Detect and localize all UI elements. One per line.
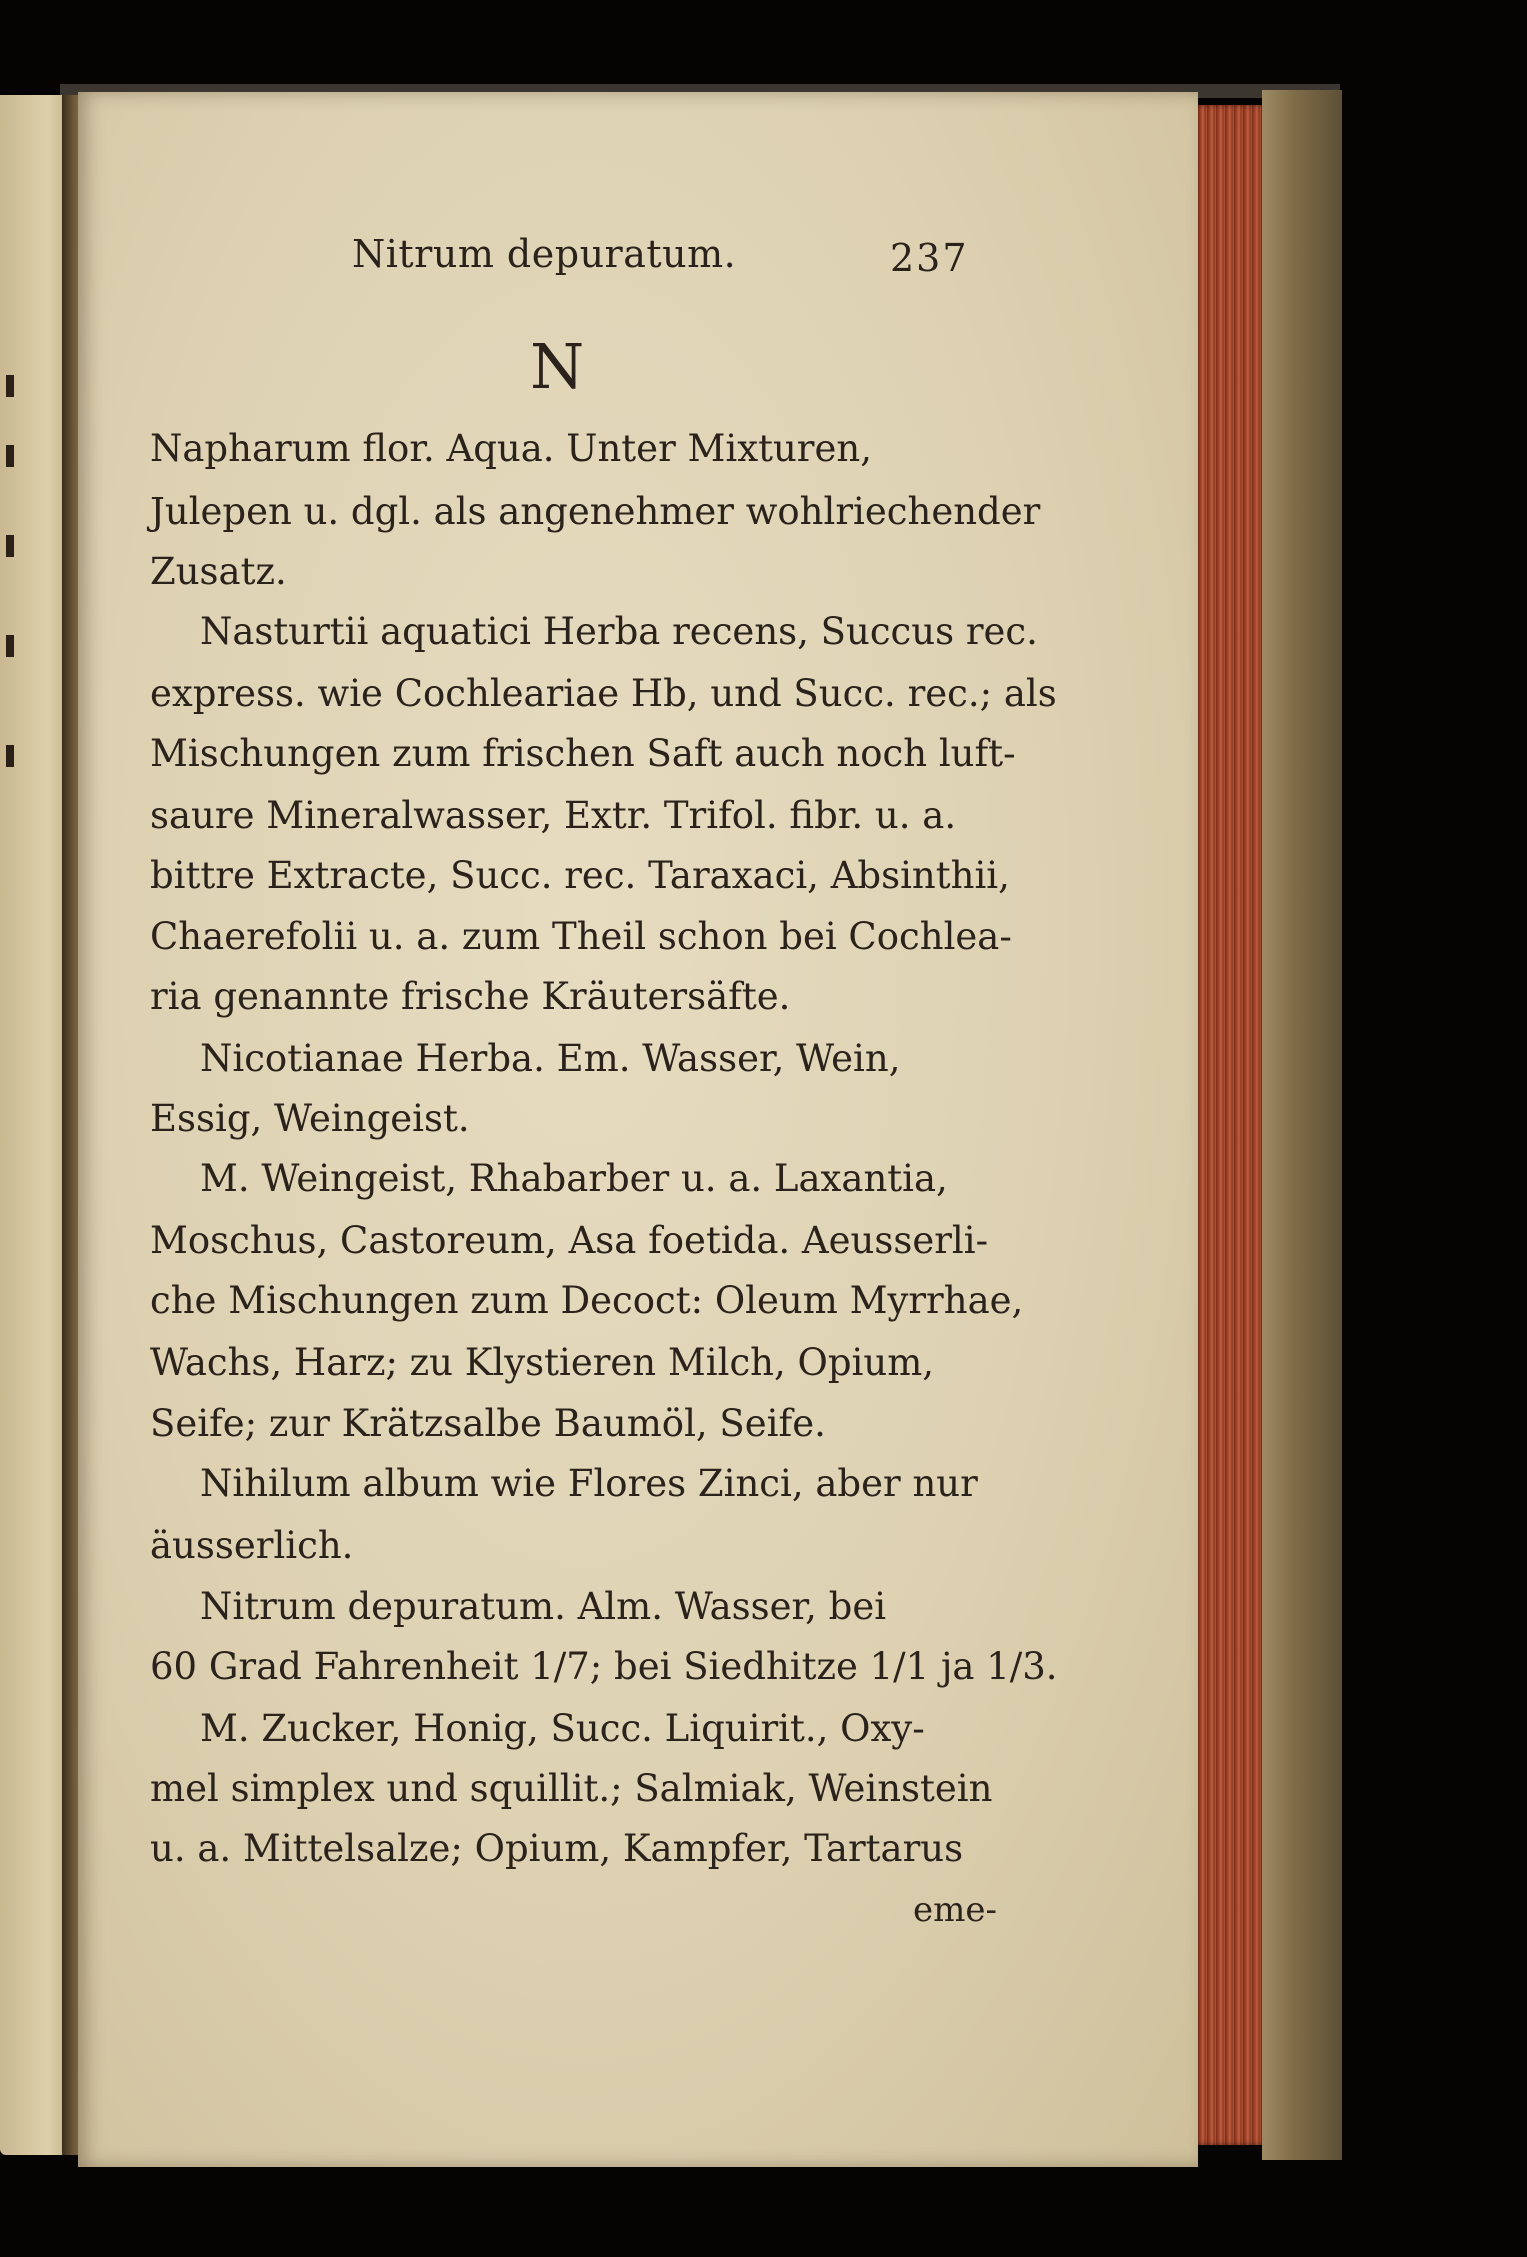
text-line: Nasturtii aquatici Herba recens, Succus rec. xyxy=(200,610,1038,653)
catchword: eme- xyxy=(913,1890,997,1930)
text-line: Seife; zur Krätzsalbe Baumöl, Seife. xyxy=(150,1402,826,1445)
text-line: Julepen u. dgl. als angenehmer wohlriechender xyxy=(150,490,1041,533)
text-line: Moschus, Castoreum, Asa foetida. Aeusserli- xyxy=(150,1219,989,1262)
section-letter: N xyxy=(530,330,585,403)
text-line: express. wie Cochleariae Hb, und Succ. rec.; als xyxy=(150,672,1057,715)
text-line: Nitrum depuratum. Alm. Wasser, bei xyxy=(200,1585,887,1628)
text-line: M. Weingeist, Rhabarber u. a. Laxantia, xyxy=(200,1157,948,1200)
text-line: che Mischungen zum Decoct: Oleum Myrrhae, xyxy=(150,1279,1024,1322)
text-line: mel simplex und squillit.; Salmiak, Weinstein xyxy=(150,1767,993,1810)
text-line: ria genannte frische Kräutersäfte. xyxy=(150,975,791,1018)
text-line: saure Mineralwasser, Extr. Trifol. fibr. u. a. xyxy=(150,794,957,837)
text-line: Nicotianae Herba. Em. Wasser, Wein, xyxy=(200,1037,901,1080)
page-block-edges xyxy=(1198,105,1268,2145)
text-line: äusserlich. xyxy=(150,1524,354,1567)
text-line: M. Zucker, Honig, Succ. Liquirit., Oxy- xyxy=(200,1707,925,1750)
running-title: Nitrum depuratum. xyxy=(352,232,737,276)
text-line: u. a. Mittelsalze; Opium, Kampfer, Tartarus xyxy=(150,1827,964,1870)
text-line: Mischungen zum frischen Saft auch noch luft- xyxy=(150,732,1016,775)
text-line: bittre Extracte, Succ. rec. Taraxaci, Absinthii, xyxy=(150,854,1010,897)
text-line: Napharum flor. Aqua. Unter Mixturen, xyxy=(150,427,872,470)
text-line: 60 Grad Fahrenheit 1/7; bei Siedhitze 1/1 ja 1/3. xyxy=(150,1645,1058,1688)
text-line: Essig, Weingeist. xyxy=(150,1097,470,1140)
text-line: Wachs, Harz; zu Klystieren Milch, Opium, xyxy=(150,1341,935,1384)
page-number: 237 xyxy=(890,236,969,280)
text-line: Zusatz. xyxy=(150,550,287,593)
book-cover-board xyxy=(1262,90,1342,2160)
text-line: Nihilum album wie Flores Zinci, aber nur xyxy=(200,1462,978,1505)
text-line: Chaerefolii u. a. zum Theil schon bei Cochlea- xyxy=(150,915,1012,958)
